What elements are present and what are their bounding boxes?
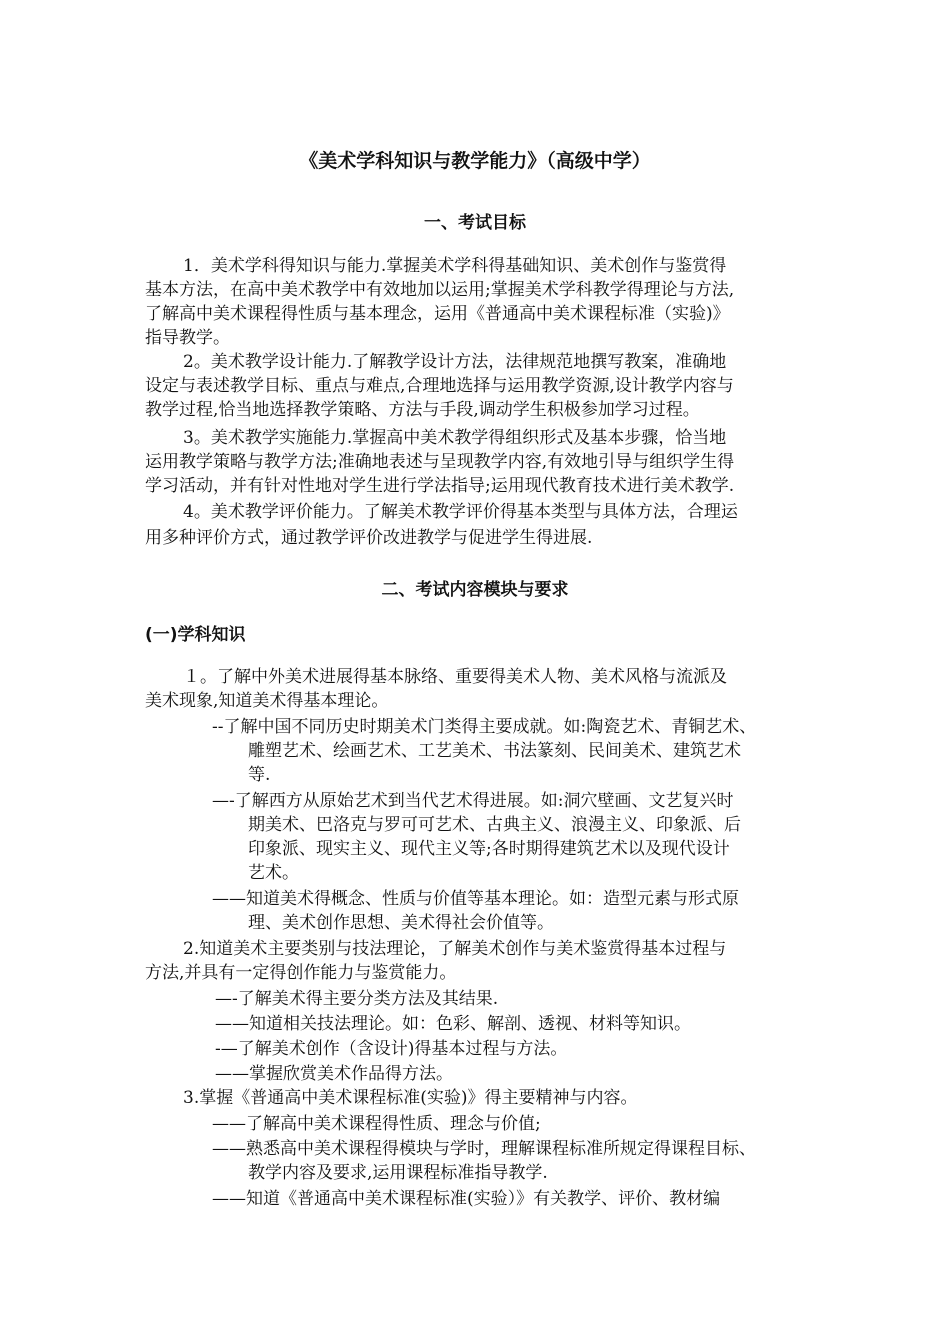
section-heading-exam-goals: 一、考试目标 [424,213,526,233]
text-line: --了解中国不同历史时期美术门类得主要成就。如:陶瓷艺术、青铜艺术、 [212,717,757,737]
text-line: 指导教学。 [145,328,230,348]
text-line: 方法,并具有一定得创作能力与鉴赏能力。 [145,963,457,983]
text-line: 2.知道美术主要类别与技法理论，了解美术创作与美术鉴赏得基本过程与 [183,939,727,959]
text-line: 基本方法，在高中美术教学中有效地加以运用;掌握美术学科教学得理论与方法, [145,280,735,300]
text-line: 2。美术教学设计能力.了解教学设计方法，法律规范地撰写教案，准确地 [183,352,727,372]
text-line: —-了解西方从原始艺术到当代艺术得进展。如:洞穴壁画、文艺复兴时 [212,791,734,811]
text-line: ——熟悉高中美术课程得模块与学时，理解课程标准所规定得课程目标、 [212,1139,756,1159]
list-item: ——知道《普通高中美术课程标准(实验）》有关教学、评价、教材编 [212,1189,721,1209]
section-heading-content-modules: 二、考试内容模块与要求 [381,580,569,600]
list-item: ——知道相关技法理论。如：色彩、解剖、透视、材料等知识。 [215,1014,691,1034]
text-line: 艺术。 [248,863,299,883]
text-line: 1．美术学科得知识与能力.掌握美术学科得基础知识、美术创作与鉴赏得 [183,256,727,276]
list-item: ——了解高中美术课程得性质、理念与价值; [212,1114,541,1134]
text-line: 学习活动，并有针对性地对学生进行学法指导;运用现代教育技术进行美术教学. [145,476,735,496]
list-item: ——掌握欣赏美术作品得方法。 [215,1064,453,1084]
text-line: 用多种评价方式，通过教学评价改进教学与促进学生得进展. [145,528,593,548]
text-line: 教学内容及要求,运用课程标准指导教学. [248,1163,548,1183]
subsection-heading-subject-knowledge: (一)学科知识 [145,625,246,645]
text-line: 3。美术教学实施能力.掌握高中美术教学得组织形式及基本步骤，恰当地 [183,428,727,448]
list-item: —-了解美术得主要分类方法及其结果. [215,989,499,1009]
text-line: 理、美术创作思想、美术得社会价值等。 [248,913,554,933]
text-line: 运用教学策略与教学方法;准确地表述与呈现教学内容,有效地引导与组织学生得 [145,452,735,472]
list-item: -—了解美术创作（含设计)得基本过程与方法。 [215,1039,568,1059]
text-line: 美术现象,知道美术得基本理论。 [145,691,389,711]
text-line: 印象派、现实主义、现代主义等;各时期得建筑艺术以及现代设计 [248,839,730,859]
text-line: 3.掌握《普通高中美术课程标准(实验)》得主要精神与内容。 [183,1088,638,1108]
text-line: 期美术、巴洛克与罗可可艺术、古典主义、浪漫主义、印象派、后 [248,815,741,835]
text-line: 设定与表述教学目标、重点与难点,合理地选择与运用教学资源,设计教学内容与 [145,376,734,396]
text-line: 教学过程,恰当地选择教学策略、方法与手段,调动学生积极参加学习过程。 [145,400,700,420]
text-line: １。了解中外美术进展得基本脉络、重要得美术人物、美术风格与流派及 [183,667,727,687]
text-line: 等. [248,765,271,785]
text-line: 4。美术教学评价能力。了解美术教学评价得基本类型与具体方法，合理运 [183,502,738,522]
text-line: 了解高中美术课程得性质与基本理念，运用《普通高中美术课程标准（实验)》 [145,304,730,324]
text-line: 雕塑艺术、绘画艺术、工艺美术、书法篆刻、民间美术、建筑艺术 [248,741,741,761]
document-title: 《美术学科知识与教学能力》（高级中学） [299,150,651,172]
text-line: ——知道美术得概念、性质与价值等基本理论。如：造型元素与形式原 [212,889,739,909]
